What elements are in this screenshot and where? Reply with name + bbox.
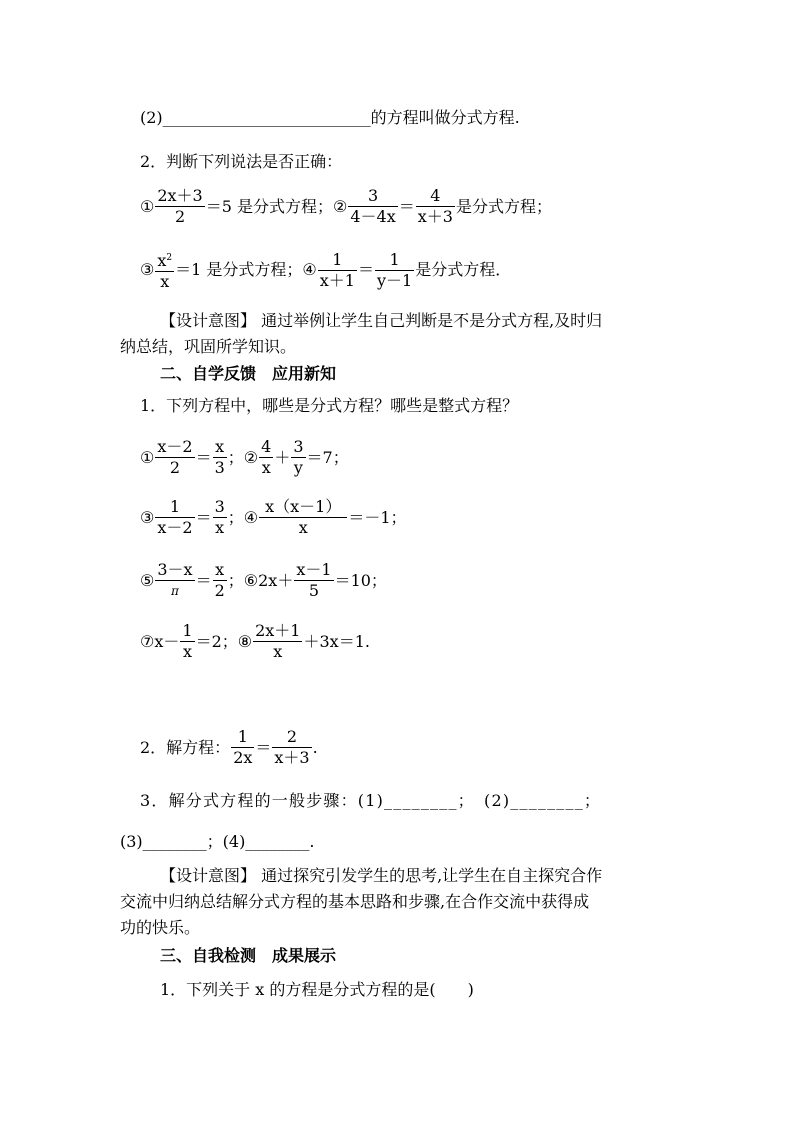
plus-sign: ＋ bbox=[274, 447, 291, 467]
fraction bbox=[155, 248, 174, 292]
design-intent-1-line1: 【设计意图】 通过举例让学生自己判断是不是分式方程,及时归 bbox=[160, 311, 603, 330]
numerator: x bbox=[215, 437, 225, 456]
denominator: y－1 bbox=[376, 270, 413, 290]
statement-text: ＝5 是分式方程； bbox=[205, 196, 334, 216]
denominator: x＋3 bbox=[417, 207, 453, 226]
fraction bbox=[155, 560, 194, 601]
item-number: (2) bbox=[140, 108, 163, 127]
fraction bbox=[231, 727, 254, 768]
equals-sign: ＝ bbox=[195, 507, 212, 527]
fraction bbox=[348, 186, 397, 227]
fraction bbox=[213, 497, 227, 538]
fraction bbox=[213, 560, 227, 601]
question-3-line2: (3)________；(4)________. bbox=[120, 832, 315, 851]
design-intent-2-line1: 【设计意图】 通过探究引发学生的思考,让学生在自主探究合作 bbox=[160, 866, 603, 885]
fraction bbox=[318, 250, 357, 291]
equation-text: ＝－1； bbox=[348, 507, 407, 527]
numerator: 1 bbox=[182, 621, 193, 640]
denominator: x bbox=[155, 271, 174, 292]
fraction bbox=[416, 186, 455, 227]
separator: ； bbox=[227, 447, 244, 467]
denominator: x＋3 bbox=[274, 748, 310, 767]
denominator: 3 bbox=[214, 458, 225, 477]
section-3-question-1: 1．下列关于 x 的方程是分式方程的是( ) bbox=[160, 980, 474, 999]
denominator: π bbox=[155, 580, 194, 601]
fraction bbox=[180, 621, 194, 662]
equation-4-mark: ④ bbox=[243, 507, 259, 527]
equation-2-mark: ② bbox=[243, 447, 259, 467]
denominator: 2 bbox=[214, 581, 225, 600]
equation-text: ＝7； bbox=[306, 447, 349, 467]
equation-6-mark: ⑥ bbox=[243, 570, 259, 590]
equation-text: 2x＋ bbox=[258, 570, 294, 590]
fraction bbox=[291, 437, 305, 478]
denominator: 2 bbox=[155, 457, 194, 478]
numerator: 4 bbox=[430, 186, 441, 205]
equation-text: ＝10； bbox=[334, 570, 387, 590]
question-2-line bbox=[140, 727, 318, 768]
numerator: x（x－1） bbox=[265, 497, 342, 516]
numerator bbox=[155, 248, 174, 271]
design-intent-1-line2: 纳总结，巩固所学知识。 bbox=[120, 337, 297, 356]
numerator-base: x bbox=[157, 251, 167, 270]
fraction bbox=[213, 437, 227, 478]
equation-7-mark: ⑦ bbox=[140, 631, 155, 651]
denominator: x bbox=[180, 641, 194, 662]
fraction bbox=[253, 621, 302, 662]
fraction bbox=[155, 186, 204, 227]
numerator: x－1 bbox=[296, 560, 332, 579]
numerator: x－2 bbox=[157, 437, 193, 456]
denominator: x bbox=[259, 457, 273, 478]
denominator: x－2 bbox=[157, 518, 193, 537]
numerator: 3 bbox=[367, 186, 379, 205]
equations-7-8-line bbox=[140, 621, 370, 662]
equals-sign: ＝ bbox=[195, 447, 212, 467]
item2-definition-line bbox=[140, 108, 520, 128]
design-intent-2-line2: 交流中归纳总结解分式方程的基本思路和步骤,在合作交流中获得成 bbox=[120, 892, 590, 911]
denominator: x bbox=[253, 641, 302, 662]
fraction bbox=[155, 497, 194, 538]
section-2-heading: 二、自学反馈 应用新知 bbox=[160, 364, 337, 383]
answer-blank: __________________________ bbox=[162, 108, 371, 127]
equals-sign: ＝ bbox=[398, 196, 415, 216]
fraction bbox=[375, 250, 414, 291]
exponent: 2 bbox=[166, 253, 173, 263]
statement-3-mark: ③ bbox=[140, 260, 155, 279]
statement-2-mark: ② bbox=[333, 196, 348, 216]
statement-text: 是分式方程． bbox=[415, 260, 512, 279]
numerator: 4 bbox=[261, 437, 272, 456]
statement-4-mark: ④ bbox=[302, 260, 317, 279]
statement-text: ＝1 是分式方程； bbox=[175, 260, 303, 279]
numerator: x bbox=[215, 560, 225, 579]
question-2-label: 2．解方程： bbox=[140, 737, 231, 757]
statement-1-mark: ① bbox=[140, 196, 155, 216]
numerator: 3 bbox=[214, 497, 225, 516]
denominator: 4－4x bbox=[350, 207, 396, 226]
equation-8-mark: ⑧ bbox=[237, 631, 253, 651]
numerator: 2 bbox=[286, 727, 298, 746]
fraction bbox=[294, 560, 333, 601]
numerator: 3 bbox=[293, 437, 304, 456]
numerator: 1 bbox=[169, 497, 181, 516]
equations-1-2-line bbox=[140, 437, 349, 478]
fraction bbox=[259, 437, 273, 478]
separator: ； bbox=[227, 570, 244, 590]
question-3-line1: 3．解分式方程的一般步骤：(1)________； (2)________； bbox=[140, 791, 602, 810]
denominator: x＋1 bbox=[319, 270, 355, 290]
equation-1-mark: ① bbox=[140, 447, 155, 467]
question-1-title: 1．下列方程中，哪些是分式方程？哪些是整式方程？ bbox=[140, 396, 519, 415]
fraction bbox=[259, 497, 347, 538]
equation-text: ＋3x＝1. bbox=[303, 631, 370, 651]
equation-text: x－ bbox=[154, 631, 180, 651]
fraction bbox=[155, 437, 194, 478]
numerator: 1 bbox=[237, 727, 248, 746]
numerator: 3－x bbox=[157, 560, 193, 579]
numerator: 2x＋3 bbox=[157, 186, 203, 205]
numerator: 2x＋1 bbox=[255, 621, 301, 640]
statement-text: 是分式方程； bbox=[455, 196, 552, 216]
numerator: 1 bbox=[332, 249, 343, 269]
equation-3-mark: ③ bbox=[140, 507, 155, 527]
equations-3-4-line bbox=[140, 497, 407, 538]
period: . bbox=[312, 737, 318, 757]
denominator: 2x bbox=[233, 748, 253, 767]
denominator: x bbox=[259, 517, 347, 538]
statement-1-2-line bbox=[140, 186, 552, 227]
equals-sign: ＝ bbox=[357, 260, 374, 279]
separator: ； bbox=[227, 507, 244, 527]
question-2-title: 2．判断下列说法是否正确： bbox=[140, 152, 343, 171]
fraction bbox=[272, 727, 311, 768]
denominator: 2 bbox=[155, 206, 204, 227]
statement-3-4-line bbox=[140, 248, 511, 292]
equals-sign: ＝ bbox=[255, 737, 272, 757]
numerator: 1 bbox=[389, 249, 400, 269]
denominator: 5 bbox=[294, 580, 333, 601]
equations-5-6-line bbox=[140, 560, 387, 601]
denominator: x bbox=[213, 517, 227, 538]
denominator: y bbox=[291, 457, 305, 478]
equals-sign: ＝ bbox=[195, 570, 212, 590]
item-text: 的方程叫做分式方程. bbox=[370, 108, 520, 127]
section-3-heading: 三、自我检测 成果展示 bbox=[160, 946, 337, 965]
equation-text: ＝2； bbox=[195, 631, 238, 651]
design-intent-2-line3: 功的快乐。 bbox=[120, 918, 201, 937]
equation-5-mark: ⑤ bbox=[140, 570, 155, 590]
